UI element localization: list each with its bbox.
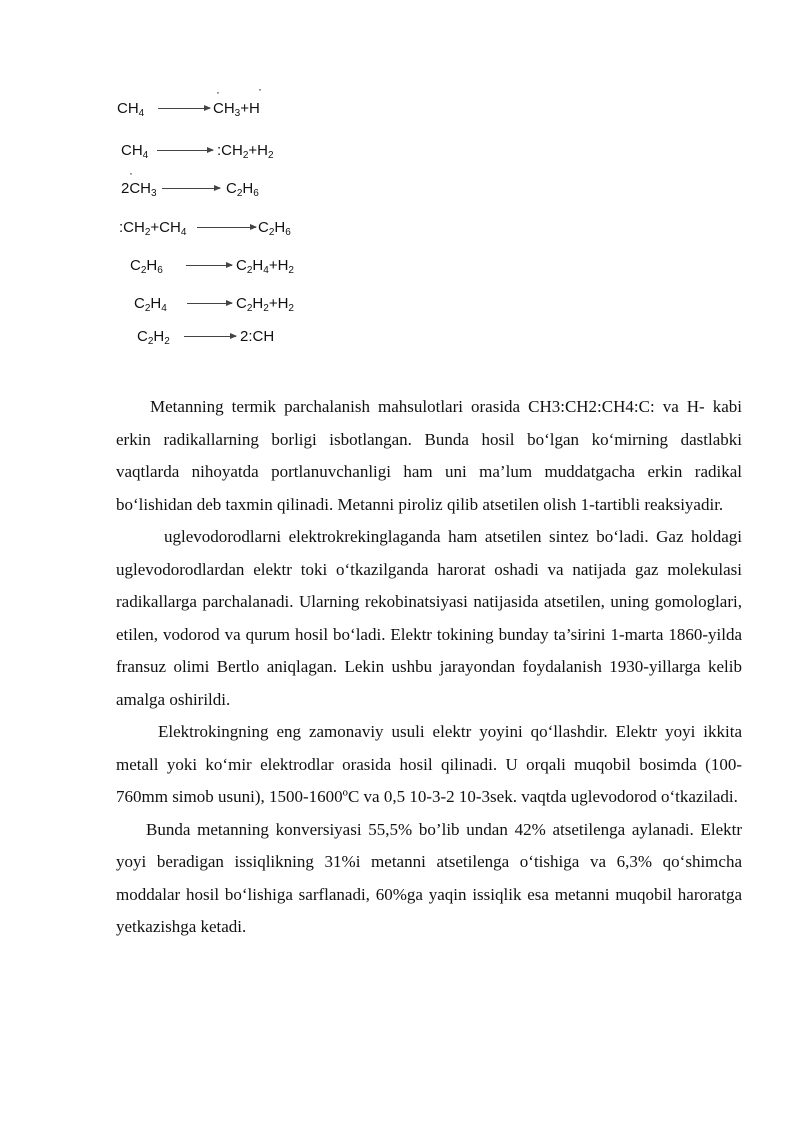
reaction-arrow-icon [197,227,256,228]
reactant: $C_2H_2$ [137,328,170,347]
reactant: $C_2H_6$ [130,257,163,276]
reactant: $:CH_2+CH_4$ [119,219,187,238]
product: $C_2H_2+H_2$ [236,295,294,314]
product: $:CH_2+H_2$ [217,142,274,161]
reactant: $CH_4$ [121,142,149,161]
reaction-arrow-icon [162,188,220,189]
reactant: $C_2H_4$ [134,295,167,314]
paragraph-3: Elektrokingning eng zamonaviy usuli elektr yoyini qo‘llashdir. Elektr yoyi ikkita metall yoki ko‘mir elektrodlar orasida hosil qilinadi. U orqali muqobil bosimda (100-760mm simob usuni), 1500-1600ºC va 0,5 10-3-2 10-3sek. vaqtda uglevodorod o‘tkaziladi. [116,722,742,806]
reaction-arrow-icon [158,108,210,109]
reactant: $2CH_3$ [121,180,157,199]
reactant: $CH_4$ [117,100,145,119]
radical-dot-icon: · [258,82,262,96]
reaction-arrow-icon [184,336,236,337]
paragraph-4: Bunda metanning konversiyasi 55,5% bo’lib undan 42% atsetilenga aylanadi. Elektr yoyi beradigan issiqlikning 31%i metanni atsetilenga o‘tishiga va 6,3% qo‘shimcha moddalar hosil bo‘lishiga sarflanadi, 60%ga yaqin issiqlik esa metanni muqobil haroratga yetkazishga ketadi. [116,819,742,936]
reaction-arrow-icon [186,265,232,266]
radical-dot-icon: · [216,85,220,99]
product: $CH_3+H$ [213,100,260,119]
paragraph-2: uglevodorodlarni elektrokrekinglaganda ham atsetilen sintez bo‘ladi. Gaz holdagi uglevodorodlardan elektr toki o‘tkazilganda harorat oshadi va natijada gaz molekulasi radikallarga parchalanadi. Ularning rekobinatsiyasi natijasida atsetilen, uning gomologlari, etilen, vodorod va qurum hosil bo‘ladi. Elektr tokining bunday ta’sirini 1-marta 1860-yilda fransuz olimi Bertlo aniqlagan. Lekin ushbu jarayondan foydalanish 1930-yillarga kelib amalga oshirildi. [116,527,742,709]
reaction-arrow-icon [157,150,213,151]
product: $C_2H_6$ [258,219,291,238]
product: 2:CH [240,328,275,345]
body-text [116,391,742,944]
product: $C_2H_4+H_2$ [236,257,294,276]
product: $C_2H_6$ [226,180,259,199]
reaction-arrow-icon [187,303,232,304]
paragraph-1: Metanning termik parchalanish mahsulotlari orasida CH3:CH2:CH4:C: va H- kabi erkin radikallarning borligi isbotlangan. Bunda hosil bo‘lgan ko‘mirning dastlabki vaqtlarda nihoyatda portlanuvchanligi ham uni ma’lum muddatgacha erkin radikal bo‘lishidan deb taxmin qilinadi. Metanni piroliz qilib atsetilen olish 1-tartibli reaksiyadir. [116,397,742,514]
radical-dot-icon: · [129,166,133,180]
